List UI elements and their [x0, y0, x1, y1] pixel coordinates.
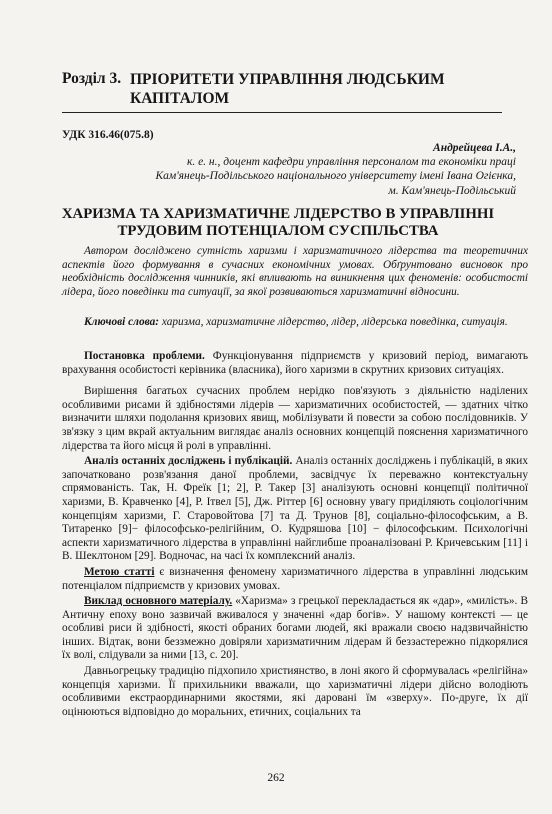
section-title: ПРІОРИТЕТИ УПРАВЛІННЯ ЛЮДСЬКИМ КАПІТАЛОМ [130, 71, 445, 107]
udc-code: УДК 316.46(075.8) [62, 129, 154, 141]
text-goal: є визначення феномену харизматичного лідерства в управлінні людським потенціалом підприємств у кризових умовах. [62, 565, 529, 592]
author-university: Кам'янець-Подільського національного університету імені Івана Огієнка, [155, 170, 516, 183]
author-name: Андрейцева І.А., [433, 142, 516, 154]
keywords [62, 316, 528, 330]
lead-analysis: Аналіз останніх досліджень і публікацій. [84, 455, 293, 468]
lead-goal: Метою статті [84, 565, 155, 578]
abstract: Автором досліджено сутність харизми і харизматичного лідерства та теоретичних аспектів його формування в сучасних економічних умовах. Обґрунтовано висновок про необхідність дослідження чинників, які впливають на виникнення цих феноменів: особистості лідера, його поведінки та ситуації, за якої розвиваються харизматичні відносини. [62, 245, 528, 298]
section-heading [62, 70, 502, 113]
text-analysis: Аналіз останніх досліджень і публікацій, в яких започатковано розв'язання даної проблеми, засвідчує їх переважно контекстуальну спрямованість. Так, Н. Фреїк [1; 2], Р. Такер [3] аналізують основні концепції політичної харизми, В. Кравченко [4], Р. Ітвел [5], Дж. Ріттер [6] основну увагу приділяють соціологічним концепціям харизми, Г. Старовойтова [7] та Д. Трунов [8], соціально-філософським, а В. Титаренко [9]− філософсько-релігійним, О. Кудряшова [10] − філософським. Психологічні аспекти харизматичного лідерства в управлінні найглибше проаналізовані Р. Кричевським [11] і В. Шеклтоном [29]. Водночас, на часі їх комплексний аналіз. [62, 455, 528, 563]
lead-problem: Постановка проблеми. [84, 350, 205, 362]
paragraph-tradition: Давньогрецьку традицію підхопило християнство, в лоні якого й сформувалась «релігійна» концепція харизми. Її прихильники вважали, що харизматичні лідери дійсно володіють особливими екстраординарними якостями, які даровані їм «зверху». По-друге, їх дії оцінюються відповідно до моральних, етичних, соціальних та [62, 665, 528, 718]
section-label: Розділ 3. [62, 70, 122, 87]
page-number: 262 [267, 772, 285, 784]
paragraph-analysis [62, 455, 528, 564]
paragraph-problem [62, 350, 528, 377]
keywords-text: харизма, харизматичне лідерство, лідер, лідерська поведінка, ситуація. [159, 316, 508, 328]
article-body [62, 350, 528, 721]
article-title: ХАРИЗМА ТА ХАРИЗМАТИЧНЕ ЛІДЕРСТВО В УПРАВЛІННІ ТРУДОВИМ ПОТЕНЦІАЛОМ СУСПІЛЬСТВА [61, 206, 495, 239]
text-problem: Функціонування підприємств у кризовий період, вимагають врахування особистості керівника (власника), його харизми в скрутних кризових ситуаціях. [62, 350, 528, 376]
lead-main: Виклад основного матеріалу. [84, 595, 233, 608]
author-position: к. е. н., доцент кафедри управління персоналом та економіки праці [186, 156, 516, 169]
author-block [46, 141, 516, 198]
paragraph-context: Вирішення багатьох сучасних проблем нерідко пов'язують з діяльністю наділених особливими рисами й здібностями лідерів — харизматичних особистостей, — здатних чітко визначити шляхи подолання кризових явищ, мобілізувати й повести за собою послідовників. У зв'язку з цим вкрай актуальним виглядає аналіз основних концепцій пояснення харизматичного лідерства та його місця й ролі в управлінні. [62, 385, 528, 452]
text-main: «Харизма» з грецької перекладається як «дар», «милість». В Античну епоху воно зазвичай вживалося у значенні «дар богів». У нашому контексті — це особливі риси й здібності, якості обраних богами людей, які вражали своєю надзвичайністю інших. Відтак, вони беззмежно довіряли харизматичним лідерам й беззастережно підкорялися їх волі, слідували за ними [13, с. 20]. [62, 595, 528, 662]
paragraph-main [62, 595, 528, 663]
author-city: м. Кам'янець-Подільський [388, 184, 516, 197]
keywords-label: Ключові слова: [84, 316, 159, 328]
paragraph-goal [62, 566, 528, 593]
